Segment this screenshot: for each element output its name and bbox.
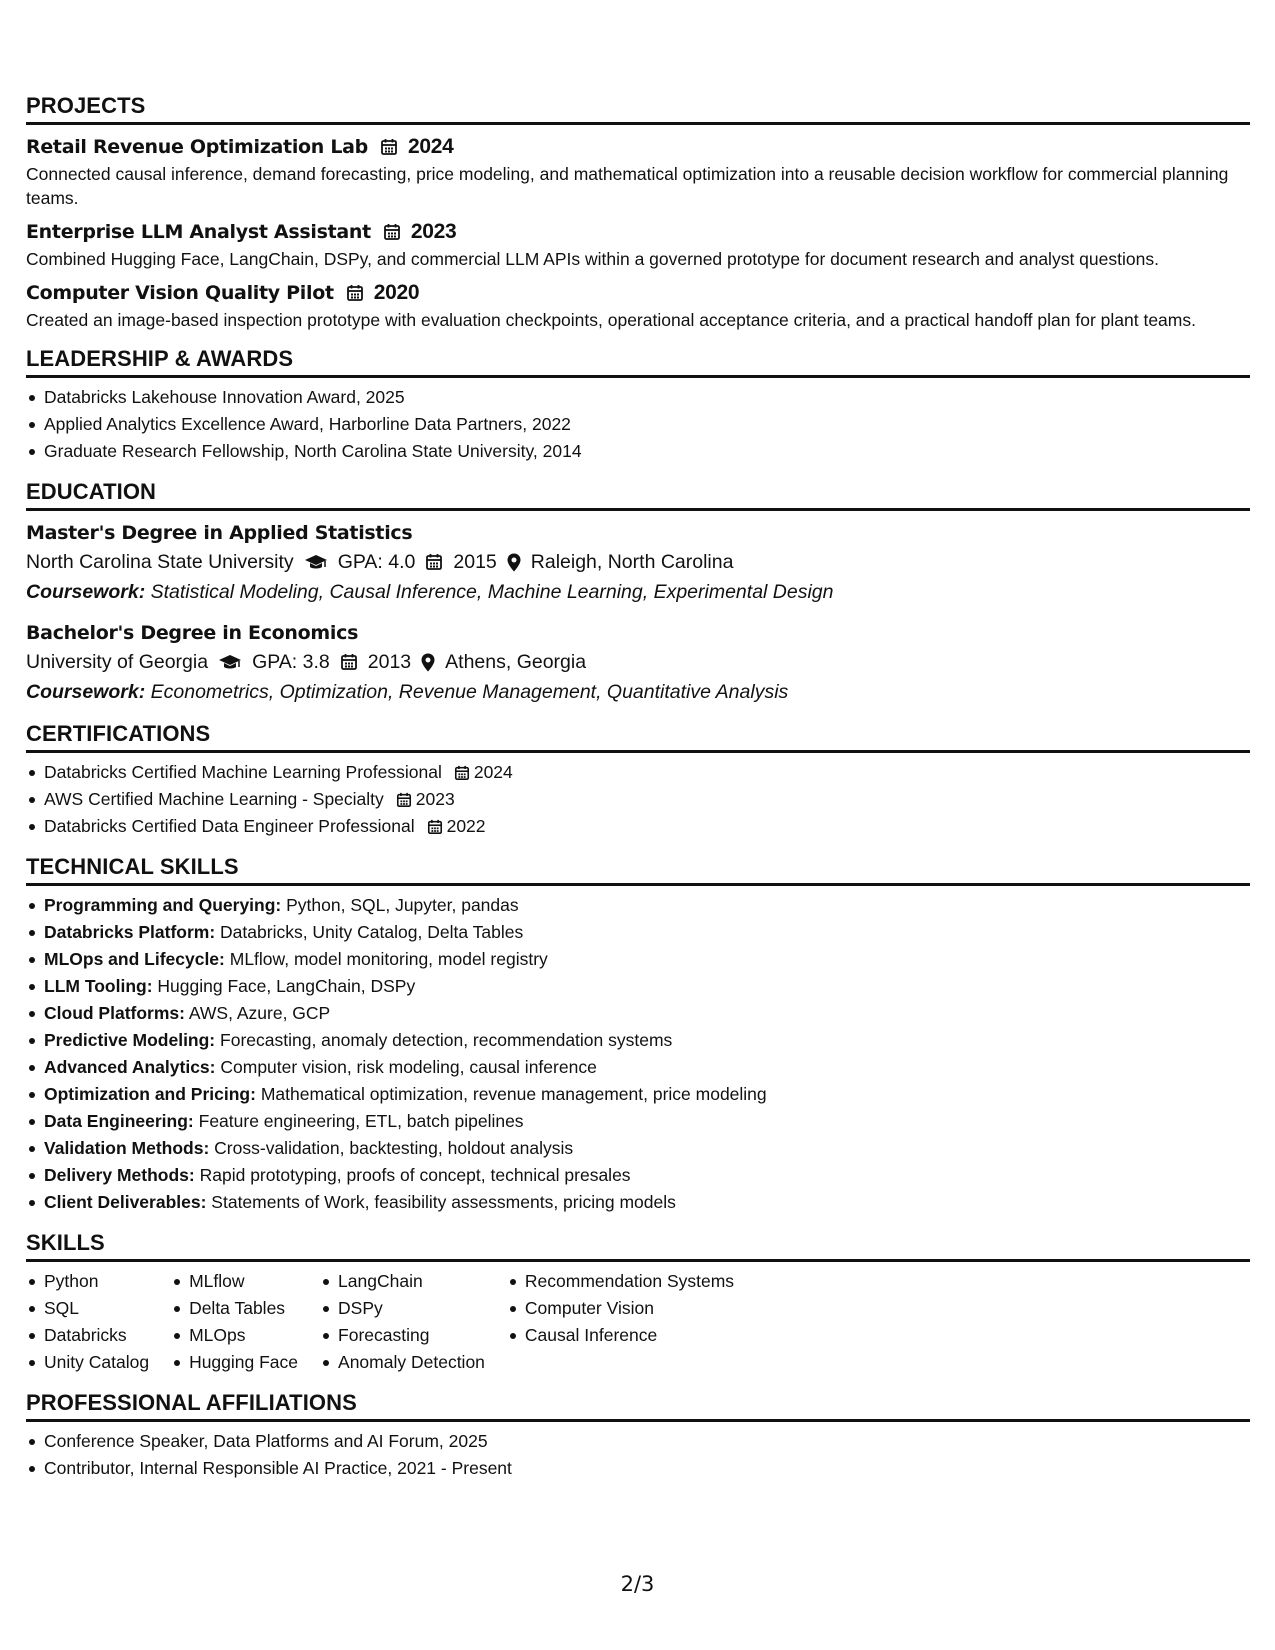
gpa: GPA: 4.0 xyxy=(337,551,416,573)
project-year: 2024 xyxy=(407,135,454,158)
graduation-year: 2015 xyxy=(453,551,497,573)
skill-value: Databricks, Unity Catalog, Delta Tables xyxy=(220,922,524,942)
list-item xyxy=(26,786,1250,813)
skill-value: MLflow, model monitoring, model registry xyxy=(229,949,548,969)
certification-year: 2024 xyxy=(473,762,513,782)
list-item xyxy=(26,759,1250,786)
list-item: DSPy xyxy=(320,1295,485,1322)
leadership-section xyxy=(26,346,1250,465)
list-item xyxy=(26,946,1250,973)
skill-value: Computer vision, risk modeling, causal inference xyxy=(220,1057,597,1077)
list-item xyxy=(26,1162,1250,1189)
education-entry xyxy=(26,619,1250,707)
skill-value: AWS, Azure, GCP xyxy=(188,1003,331,1023)
list-item: LangChain xyxy=(320,1268,485,1295)
school-location: Athens, Georgia xyxy=(445,651,587,673)
skill-label: Client Deliverables: xyxy=(44,1192,207,1212)
resume-page xyxy=(26,93,1250,1496)
project-description: Combined Hugging Face, LangChain, DSPy, and commercial LLM APIs within a governed prototype for document research and analyst questions. xyxy=(26,249,1159,269)
projects-heading: PROJECTS xyxy=(26,93,1250,125)
education-entry xyxy=(26,519,1250,607)
list-item: Recommendation Systems xyxy=(507,1268,734,1295)
list-item: Python xyxy=(26,1268,149,1295)
project-item xyxy=(26,218,1250,271)
certification-year: 2023 xyxy=(415,789,455,809)
education-heading: EDUCATION xyxy=(26,479,1250,511)
skill-value: Rapid prototyping, proofs of concept, technical presales xyxy=(199,1165,631,1185)
project-year: 2023 xyxy=(410,220,457,243)
skill-label: Optimization and Pricing: xyxy=(44,1084,256,1104)
calendar-icon xyxy=(346,284,364,302)
list-item xyxy=(26,1108,1250,1135)
list-item xyxy=(26,892,1250,919)
project-item xyxy=(26,133,1250,210)
calendar-icon xyxy=(383,223,401,241)
skill-value: Cross-validation, backtesting, holdout analysis xyxy=(214,1138,574,1158)
skills-heading: SKILLS xyxy=(26,1230,1250,1262)
skill-value: Mathematical optimization, revenue management, price modeling xyxy=(260,1084,767,1104)
list-item xyxy=(26,1135,1250,1162)
skill-value: Feature engineering, ETL, batch pipelines xyxy=(198,1111,524,1131)
calendar-icon xyxy=(380,138,398,156)
project-description: Connected causal inference, demand forecasting, price modeling, and mathematical optimization into a reusable decision workflow for commercial planning teams. xyxy=(26,164,1229,208)
calendar-icon xyxy=(454,765,470,781)
skill-value: Statements of Work, feasibility assessments, pricing models xyxy=(211,1192,676,1212)
list-item: Delta Tables xyxy=(171,1295,298,1322)
technical-skills-section xyxy=(26,854,1250,1216)
coursework-label: Coursework: xyxy=(26,681,146,703)
skill-value: Hugging Face, LangChain, DSPy xyxy=(157,976,416,996)
certification-name: AWS Certified Machine Learning - Specialty xyxy=(44,789,384,809)
page-number: 2/3 xyxy=(620,1572,655,1596)
list-item xyxy=(26,1189,1250,1216)
list-item: Anomaly Detection xyxy=(320,1349,485,1376)
skills-column xyxy=(171,1268,298,1376)
affiliations-section xyxy=(26,1390,1250,1482)
list-item: Causal Inference xyxy=(507,1322,734,1349)
list-item: Applied Analytics Excellence Award, Harborline Data Partners, 2022 xyxy=(26,411,1250,438)
list-item xyxy=(26,813,1250,840)
certification-year: 2022 xyxy=(446,816,486,836)
skills-column xyxy=(26,1268,149,1376)
certifications-heading: CERTIFICATIONS xyxy=(26,721,1250,753)
project-description: Created an image-based inspection prototype with evaluation checkpoints, operational acceptance criteria, and a practical handoff plan for plant teams. xyxy=(26,310,1196,330)
map-pin-icon xyxy=(507,553,521,572)
degree-title: Bachelor's Degree in Economics xyxy=(26,622,359,644)
list-item: Computer Vision xyxy=(507,1295,734,1322)
gpa: GPA: 3.8 xyxy=(252,651,330,673)
technical-skills-heading: TECHNICAL SKILLS xyxy=(26,854,1250,886)
graduation-cap-icon xyxy=(304,553,328,571)
coursework: Statistical Modeling, Causal Inference, Machine Learning, Experimental Design xyxy=(150,581,834,603)
projects-section xyxy=(26,93,1250,332)
list-item xyxy=(26,1081,1250,1108)
map-pin-icon xyxy=(421,653,435,672)
list-item xyxy=(26,973,1250,1000)
project-item xyxy=(26,279,1250,332)
list-item xyxy=(26,919,1250,946)
list-item: MLflow xyxy=(171,1268,298,1295)
list-item xyxy=(26,1000,1250,1027)
leadership-heading: LEADERSHIP & AWARDS xyxy=(26,346,1250,378)
project-year: 2020 xyxy=(373,281,420,304)
certification-name: Databricks Certified Machine Learning Professional xyxy=(44,762,442,782)
school-name: North Carolina State University xyxy=(26,551,294,573)
list-item: Graduate Research Fellowship, North Carolina State University, 2014 xyxy=(26,438,1250,465)
education-section xyxy=(26,479,1250,707)
project-name: Computer Vision Quality Pilot xyxy=(26,282,334,304)
skill-label: Advanced Analytics: xyxy=(44,1057,216,1077)
affiliations-heading: PROFESSIONAL AFFILIATIONS xyxy=(26,1390,1250,1422)
list-item: Unity Catalog xyxy=(26,1349,149,1376)
graduation-year: 2013 xyxy=(367,651,412,673)
list-item xyxy=(26,1027,1250,1054)
project-name: Retail Revenue Optimization Lab xyxy=(26,136,368,158)
coursework: Econometrics, Optimization, Revenue Management, Quantitative Analysis xyxy=(150,681,789,703)
school-name: University of Georgia xyxy=(26,651,209,673)
list-item: Databricks xyxy=(26,1322,149,1349)
list-item: Conference Speaker, Data Platforms and AI Forum, 2025 xyxy=(26,1428,1250,1455)
certification-name: Databricks Certified Data Engineer Professional xyxy=(44,816,415,836)
list-item: Forecasting xyxy=(320,1322,485,1349)
skill-value: Python, SQL, Jupyter, pandas xyxy=(286,895,519,915)
skill-label: Predictive Modeling: xyxy=(44,1030,216,1050)
graduation-cap-icon xyxy=(218,653,242,671)
skill-label: Programming and Querying: xyxy=(44,895,282,915)
calendar-icon xyxy=(396,792,412,808)
skill-label: Data Engineering: xyxy=(44,1111,194,1131)
skill-label: Cloud Platforms: xyxy=(44,1003,185,1023)
skill-label: Validation Methods: xyxy=(44,1138,210,1158)
list-item xyxy=(26,1054,1250,1081)
skill-label: Databricks Platform: xyxy=(44,922,216,942)
list-item: Databricks Lakehouse Innovation Award, 2025 xyxy=(26,384,1250,411)
project-name: Enterprise LLM Analyst Assistant xyxy=(26,221,371,243)
list-item: SQL xyxy=(26,1295,149,1322)
list-item: MLOps xyxy=(171,1322,298,1349)
certifications-section xyxy=(26,721,1250,840)
skills-section xyxy=(26,1230,1250,1376)
calendar-icon xyxy=(425,553,443,571)
skill-label: LLM Tooling: xyxy=(44,976,153,996)
calendar-icon xyxy=(427,819,443,835)
skills-column xyxy=(507,1268,734,1376)
skills-column xyxy=(320,1268,485,1376)
skills-grid xyxy=(26,1268,1250,1376)
coursework-label: Coursework: xyxy=(26,581,146,603)
list-item: Hugging Face xyxy=(171,1349,298,1376)
skill-label: MLOps and Lifecycle: xyxy=(44,949,225,969)
degree-title: Master's Degree in Applied Statistics xyxy=(26,522,413,544)
school-location: Raleigh, North Carolina xyxy=(530,551,734,573)
list-item: Contributor, Internal Responsible AI Practice, 2021 - Present xyxy=(26,1455,1250,1482)
calendar-icon xyxy=(340,653,358,671)
skill-value: Forecasting, anomaly detection, recommendation systems xyxy=(220,1030,673,1050)
skill-label: Delivery Methods: xyxy=(44,1165,195,1185)
